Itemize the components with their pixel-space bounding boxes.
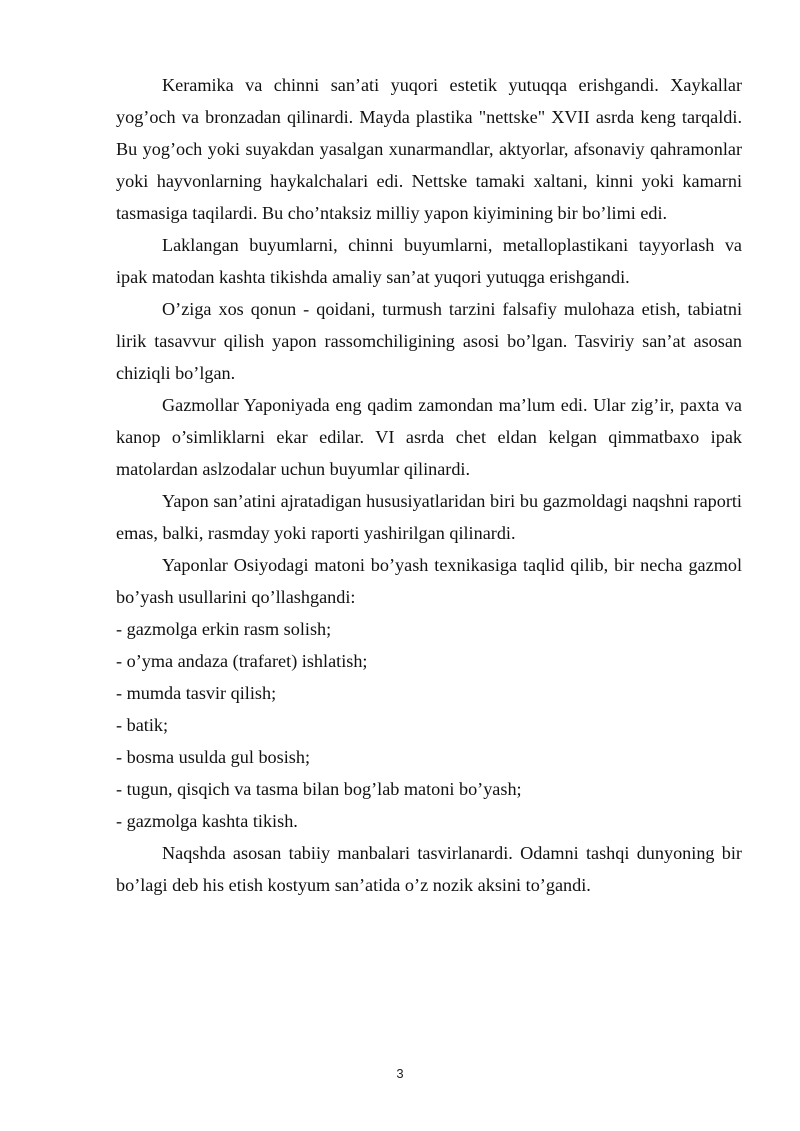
paragraph-closing: Naqshda asosan tabiiy manbalari tasvirlanardi. Odamni tashqi dunyoning bir bo’lagi deb his etish kostyum san’atida o’z nozik aksini to’gandi. xyxy=(116,843,742,895)
paragraph-painting-basis: O’ziga xos qonun - qoidani, turmush tarzini falsafiy mulohaza etish, tabiatni lirik tasavvur qilish yapon rassomchiligining asosi bo’lgan. Tasviriy san’at asosan chiziqli bo’lgan. xyxy=(116,299,742,383)
paragraph-fabrics-history: Gazmollar Yaponiyada eng qadim zamondan ma’lum edi. Ular zig’ir, paxta va kanop o’simliklarni ekar edilar. VI asrda chet eldan kelgan qimmatbaxo ipak matolardan aslzodalar uchun buyumlar qilinardi. xyxy=(116,395,742,479)
page-number: 3 xyxy=(396,1066,404,1081)
list-item: - gazmolga erkin rasm solish; xyxy=(116,619,332,639)
list-item: - o’yma andaza (trafaret) ishlatish; xyxy=(116,651,368,671)
document-page xyxy=(116,69,742,901)
paragraph-applied-art: Laklangan buyumlarni, chinni buyumlarni, metalloplastikani tayyorlash va ipak matodan kashta tikishda amaliy san’at yuqori yutuqga erishgandi. xyxy=(116,235,742,287)
list-item: - mumda tasvir qilish; xyxy=(116,683,277,703)
paragraph-dyeing-methods-intro: Yaponlar Osiyodagi matoni bo’yash texnikasiga taqlid qilib, bir necha gazmol bo’yash usullarini qo’llashgandi: xyxy=(116,555,742,607)
list-item: - batik; xyxy=(116,715,169,735)
paragraph-pattern-feature: Yapon san’atini ajratadigan hususiyatlaridan biri bu gazmoldagi naqshni raporti emas, balki, rasmday yoki raporti yashirilgan qilinardi. xyxy=(116,491,742,543)
list-item: - bosma usulda gul bosish; xyxy=(116,747,310,767)
dyeing-methods-list xyxy=(116,613,742,837)
list-item: - tugun, qisqich va tasma bilan bog’lab matoni bo’yash; xyxy=(116,779,522,799)
paragraph-ceramics-sculpture: Keramika va chinni san’ati yuqori estetik yutuqqa erishgandi. Xaykallar yog’och va bronzadan qilinardi. Mayda plastika "nettske" XVII asrda keng tarqaldi. Bu yog’och yoki suyakdan yasalgan xunarmandlar, aktyorlar, afsonaviy qahramonlar yoki hayvonlarning haykalchalari edi. Nettske tamaki xaltani, kinni yoki kamarni tasmasiga taqilardi. Bu cho’ntaksiz milliy yapon kiyimining bir bo’limi edi. xyxy=(116,75,742,223)
list-item: - gazmolga kashta tikish. xyxy=(116,811,298,831)
